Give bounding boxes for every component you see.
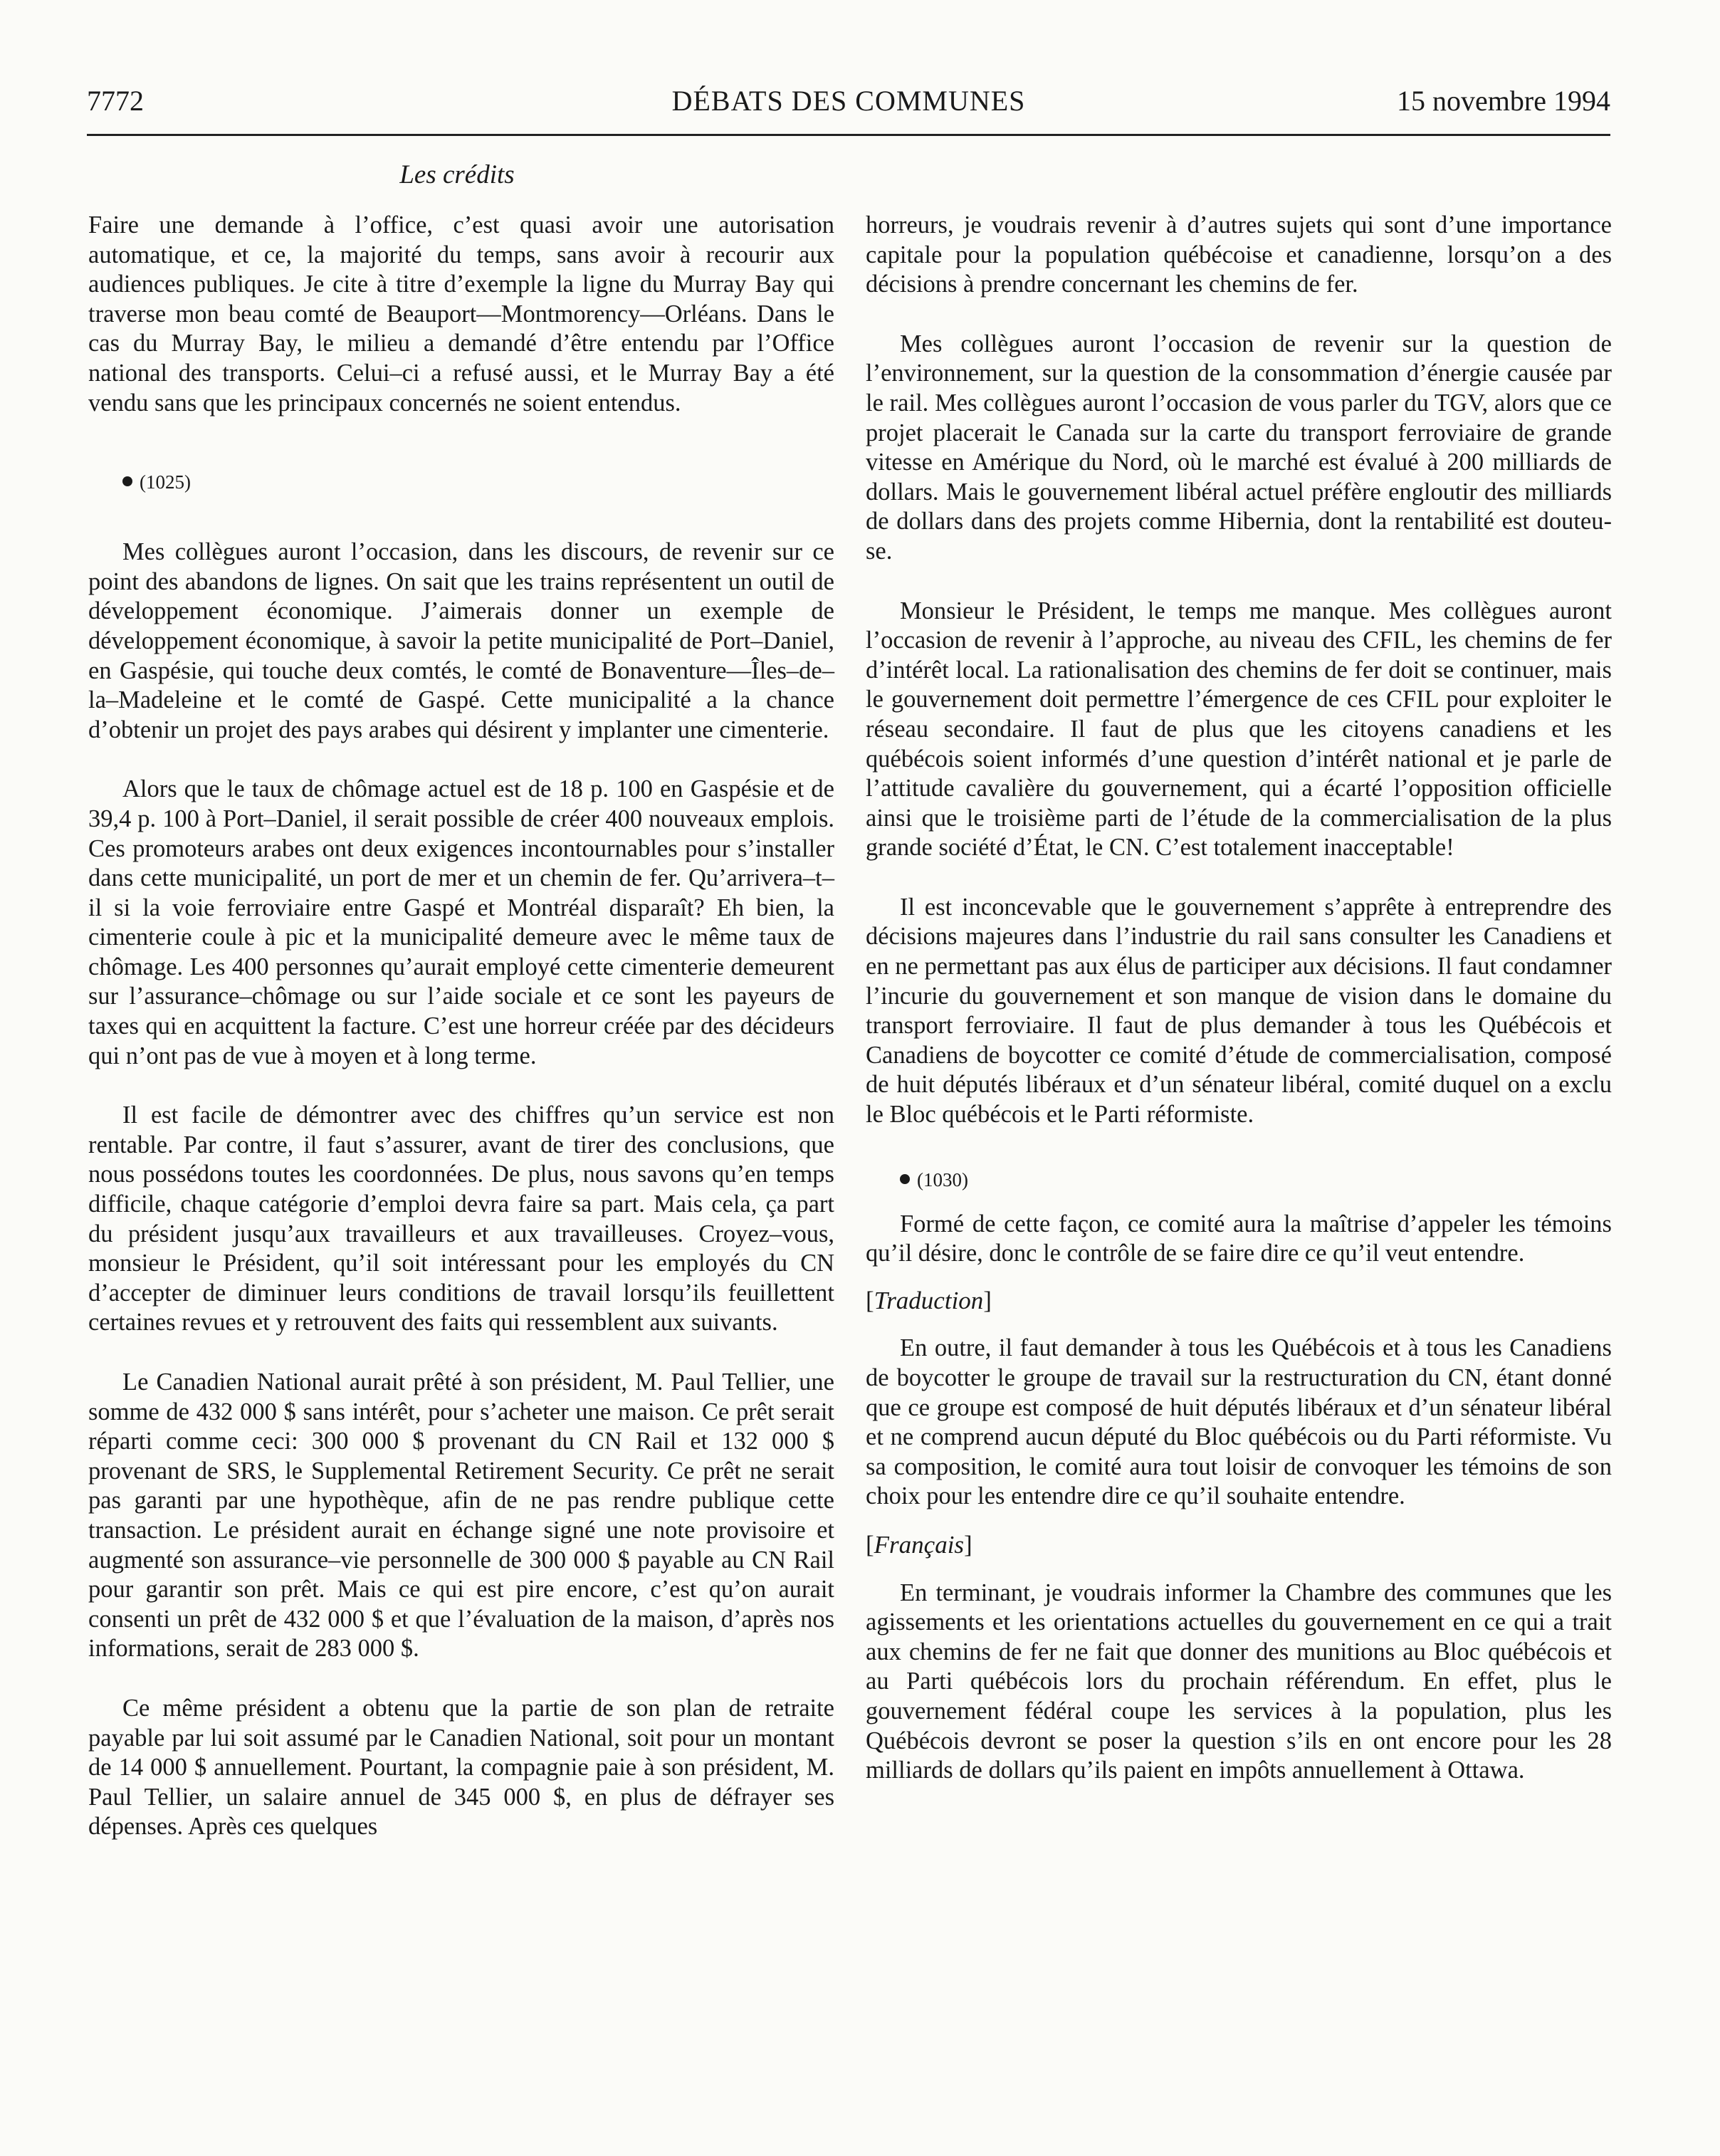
- paragraph: En outre, il faut demander à tous les Québécois et à tous les Canadiens de boycotter le groupe de travail sur la restructuration du CN, étant donné que ce groupe est composé de huit députés libéraux et d’un sénateur libéral et ne comprend aucun député du Bloc québécois ou du Parti réformiste. Vu sa composition, le comité aura tout loisir de convoquer les témoins de son choix pour les entendre dire ce qu’il souhaite entendre.: [866, 1334, 1612, 1510]
- paragraph: Mes collègues auront l’occasion de revenir sur la question de l’environnement, sur la question de la consommation d’énergie causée par le rail. Mes collègues auront l’occasion de vous parler du TGV, alors que ce projet placerait le Canada sur la carte du transport ferroviaire de grande vitesse en Amérique du Nord, où le marché est évalué à 200 milliards de dollars. Mais le gouvernement libéral actuel préfère engloutir des milliards de dollars dans des projets comme Hibernia, dont la rentabilité est douteuse.: [866, 330, 1612, 565]
- right-column: [866, 211, 1612, 1786]
- time-marker-text: (1030): [917, 1168, 968, 1190]
- page-number: 7772: [87, 85, 144, 117]
- paragraph: Faire une demande à l’office, c’est quasi avoir une autorisation automatique, et ce, la majorité du temps, sans avoir à recourir aux audiences publiques. Je cite à titre d’exemple la ligne du Murray Bay qui traverse mon beau comté de Beauport—Montmorency—Orléans. Dans le cas du Murray Bay, le milieu a demandé d’être entendu par l’Office national des transports. Celui–ci a refusé aussi, et le Murray Bay a été vendu sans que les principaux concernés ne soient entendus.: [88, 211, 834, 417]
- paragraph: Il est inconcevable que le gouvernement s’apprête à entreprendre des décisions majeures dans l’industrie du rail sans consulter les Canadiens et en ne permettant pas aux élus de participer aux décisions. Il faut condamner l’incurie du gouvernement et son manque de vision dans le domaine du transport ferroviaire. Il faut de plus demander à tous les Québécois et Canadiens de boycotter ce comité d’étude de commercialisation, composé de huit députés libéraux et d’un sénateur libéral, comité duquel on a exclu le Bloc québécois et le Parti réformiste.: [866, 893, 1612, 1129]
- time-marker-text: (1025): [140, 471, 191, 493]
- paragraph: Formé de cette façon, ce comité aura la maîtrise d’appeler les témoins qu’il désire, donc le contrôle de se faire dire ce qu’il veut entendre.: [866, 1210, 1612, 1267]
- paragraph: Le Canadien National aurait prêté à son président, M. Paul Tellier, une somme de 432 000 $ sans intérêt, pour s’acheter une maison. Ce prêt serait réparti comme ceci: 300 000 $ provenant du CN Rail et 132 000 $ provenant de SRS, le Supplemental Retirement Security. Ce prêt ne serait pas garanti par une hypothèque, afin de ne pas rendre publique cette transaction. Le président aurait en échange signé une note provisoire et augmenté son assurance–vie personnelle de 300 000 $ payable au CN Rail pour garantir son prêt. Mais ce qui est pire encore, c’est qu’on aurait consenti un prêt de 432 000 $ et que l’évaluation de la maison, d’après nos informations, serait de 283 000 $.: [88, 1369, 834, 1663]
- time-marker: [88, 468, 834, 496]
- paragraph: En terminant, je voudrais informer la Chambre des communes que les agissements et les orientations actuelles du gouvernement en ce qui a trait aux chemins de fer ne fait que donner des munitions au Bloc québécois et au Parti québécois lors du prochain référendum. En effet, plus le gouvernement fédéral coupe les services à la population, plus les Québécois devront se poser la question s’ils en ont encore pour les 28 milliards de dollars qu’ils paient en impôts annuellement à Ottawa.: [866, 1579, 1612, 1784]
- bullet-icon: [900, 1174, 910, 1184]
- publication-title: DÉBATS DES COMMUNES: [671, 85, 1026, 117]
- left-column: [88, 211, 834, 1842]
- language-note: [Français]: [866, 1530, 972, 1559]
- paragraph: Mes collègues auront l’occasion, dans les discours, de revenir sur ce point des abandons de lignes. On sait que les trains représentent un outil de développement économique. J’aimerais donner un exemple de développement économique, à savoir la petite municipalité de Port–Daniel, en Gaspésie, qui touche deux comtés, le comté de Bonaventure—Îles–de–la–Madeleine et le comté de Gaspé. Cette municipalité a la chance d’obtenir un projet des pays arabes qui désirent y implanter une cimenterie.: [88, 538, 834, 743]
- bullet-icon: [122, 476, 132, 486]
- header-date: 15 novembre 1994: [1397, 85, 1610, 117]
- paragraph: Il est facile de démontrer avec des chiffres qu’un service est non rentable. Par contre, il faut s’assurer, avant de tirer des conclusions, que nous possédons toutes les coordonnées. De plus, nous savons qu’en temps difficile, chaque catégorie d’emploi devra faire sa part. Mais cela, ça part du président jusqu’aux travailleurs et aux travailleuses. Croyez–vous, monsieur le Président, qu’il soit intéressant pour les employés du CN d’accepter de diminuer leurs conditions de travail lorsqu’ils feuillettent certaines revues et y retrouvent des faits qui ressemblent aux suivants.: [88, 1101, 834, 1336]
- language-note-text: Traduction: [874, 1286, 984, 1314]
- section-title: Les crédits: [399, 160, 515, 189]
- paragraph: Alors que le taux de chômage actuel est de 18 p. 100 en Gaspésie et de 39,4 p. 100 à Port–Daniel, il serait possible de créer 400 nouveaux emplois. Ces promoteurs arabes ont deux exigences incontournables pour s’installer dans cette municipalité, un port de mer et un chemin de fer. Qu’arrivera–t–il si la voie ferroviaire entre Gaspé et Montréal disparaît? Eh bien, la cimenterie coule à pic et la municipalité demeure avec le même taux de chômage. Les 400 personnes qu’aurait employé cette cimenterie demeurent sur l’assurance–chômage ou sur l’aide sociale et ce sont les payeurs de taxes qui en acquittent la facture. C’est une horreur créée par des décideurs qui n’ont pas de vue à moyen et à long terme.: [88, 775, 834, 1069]
- language-note-text: Français: [874, 1530, 965, 1559]
- language-note: [Traduction]: [866, 1286, 992, 1314]
- paragraph: Ce même président a obtenu que la partie de son plan de retraite payable par lui soit assumé par le Canadien National, soit pour un montant de 14 000 $ annuellement. Pourtant, la compagnie paie à son président, M. Paul Tellier, un salaire annuel de 345 000 $, en plus de défrayer ses dépenses. Après ces quelques: [88, 1694, 834, 1841]
- paragraph: horreurs, je voudrais revenir à d’autres sujets qui sont d’une importance capitale pour la population québécoise et canadienne, lorsqu’on a des décisions à prendre concernant les chemins de fer.: [866, 211, 1612, 298]
- page-header: [87, 84, 1610, 136]
- paragraph: Monsieur le Président, le temps me manque. Mes collègues auront l’occasion de revenir à l’approche, au niveau des CFIL, les chemins de fer d’intérêt local. La rationalisation des chemins de fer doit se continuer, mais le gouvernement doit permettre l’émergence de ces CFIL pour exploiter le réseau secondaire. Il faut de plus que les citoyens canadiens et les québécois soient informés d’une question d’intérêt national et je parle de l’attitude cavalière du gouvernement, qui a écarté l’opposition officielle ainsi que le troisième parti de l’étude de la commercialisation de la plus grande société d’État, le CN. C’est totalement inacceptable!: [866, 597, 1612, 862]
- time-marker: [866, 1166, 1612, 1194]
